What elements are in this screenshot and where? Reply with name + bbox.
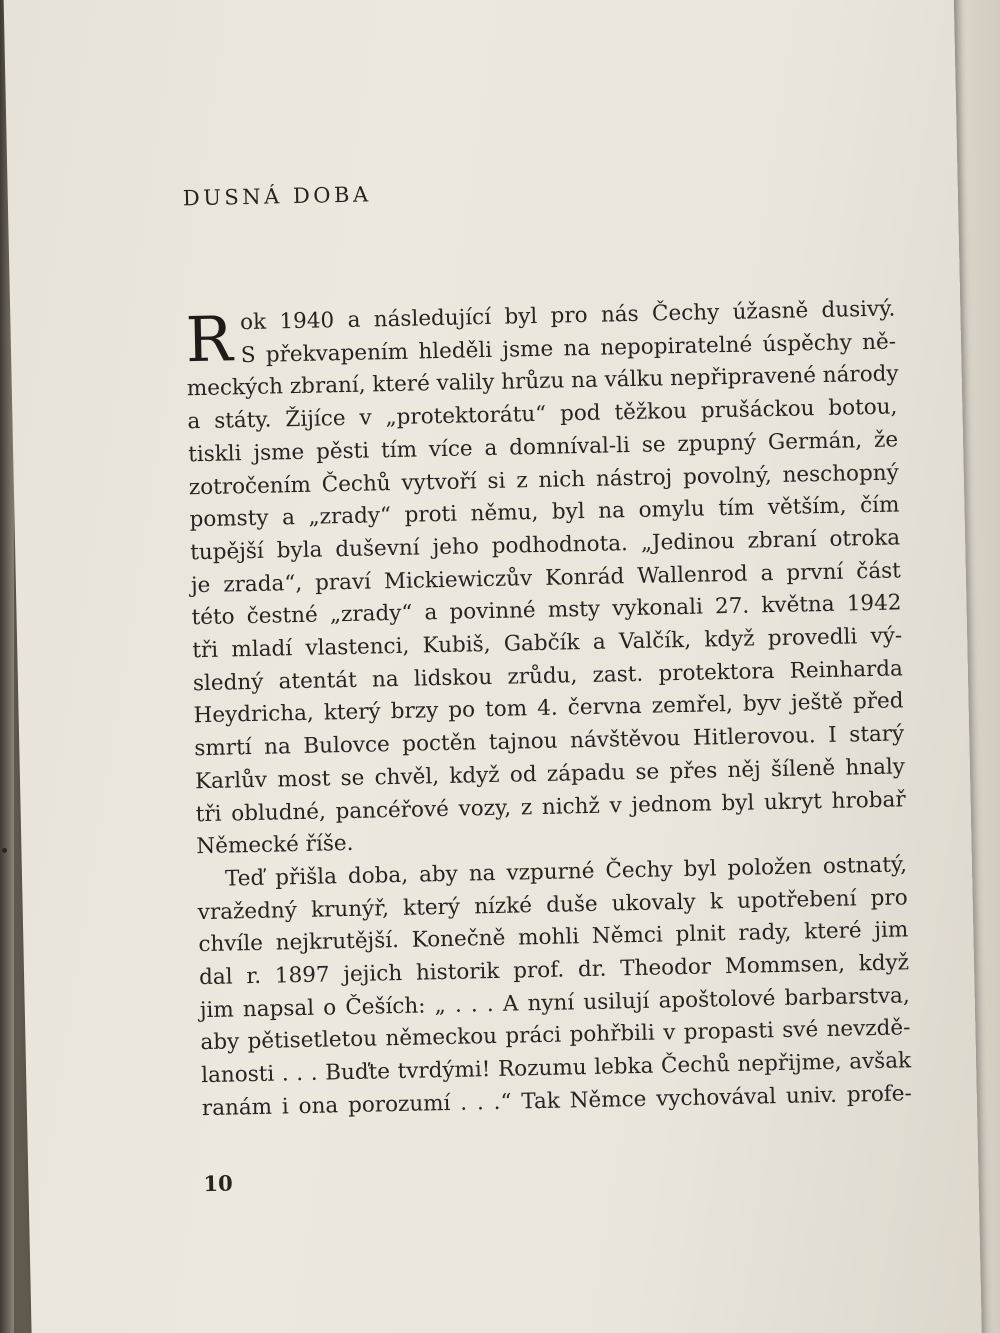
text-line: ok 1940 a následující byl pro nás Čechy úžasně dusivý.	[239, 296, 896, 336]
text-line: ranám i ona porozumí . . .“ Tak Němce vychovával univ. profe-	[201, 1081, 913, 1121]
text-line: Karlův most se chvěl, když od západu se přes něj šíleně hnaly	[194, 754, 906, 795]
paragraph-2	[197, 849, 912, 1125]
text-line: Německé říše.	[196, 831, 354, 860]
paragraph-1	[185, 293, 906, 864]
text-line: meckých zbraní, které valily hrůzu na válku nepřipravené národy	[186, 361, 899, 402]
text-line: Heydricha, který brzy po tom 4. června zemřel, byv ještě před	[193, 688, 904, 729]
page-number: 10	[203, 1170, 233, 1197]
drop-cap-letter: R	[185, 302, 234, 377]
text-line: vražedný krunýř, který nízké duše ukovaly k upotřebení pro	[197, 884, 908, 925]
text-line: tři obludné, pancéřové vozy, z nichž v jednom byl ukryt hrobař	[195, 786, 906, 827]
text-line: je zrada“, praví Mickiewiczův Konrád Wallenrod a první část	[190, 558, 902, 598]
text-line: zotročením Čechů vytvoří si z nich nástroj povolný, neschopný	[188, 459, 899, 500]
text-line: a státy. Žijíce v „protektorátu“ pod těžkou prušáckou botou,	[187, 394, 898, 435]
text-line: chvíle nejkrutější. Konečně mohli Němci plnit rady, které jim	[198, 917, 909, 958]
text-line: smrtí na Bulovce poctěn tajnou návštěvou Hitlerovou. I starý	[194, 721, 905, 762]
paper-speck	[2, 848, 7, 853]
text-line: aby pětisetletou německou práci pohřbili v propasti své nevzdě-	[200, 1015, 911, 1056]
text-line: S překvapením hleděli jsme na nepopiratelné úspěchy ně-	[240, 329, 897, 368]
text-line: tři mladí vlastenci, Kubiš, Gabčík a Valčík, když provedli vý-	[192, 623, 903, 664]
book-page	[3, 0, 982, 1333]
chapter-heading: DUSNÁ DOBA	[182, 182, 372, 211]
text-line: tiskli jsme pěsti tím více a domníval-li se zpupný Germán, že	[187, 427, 899, 468]
text-line: sledný atentát na lidskou zrůdu, zast. protektora Reinharda	[192, 656, 904, 696]
text-line: této čestné „zrady“ a povinné msty vykonali 27. května 1942	[191, 590, 902, 631]
text-line: pomsty a „zrady“ proti němu, byl na omylu tím větším, čím	[189, 492, 900, 533]
dropcap-lines	[240, 293, 897, 372]
text-line: Teď přišla doba, aby na vzpurné Čechy byl položen ostnatý,	[224, 852, 908, 892]
text-line: dal r. 1897 jejich historik prof. dr. Theodor Mommsen, když	[198, 950, 910, 991]
text-line: jim napsal o Češích: „ . . . A nyní usilují apoštolové barbarstva,	[199, 983, 910, 1023]
text-line: tupější byla duševní jeho podhodnota. „Jedinou zbraní otroka	[189, 525, 901, 566]
page-content	[182, 171, 913, 1197]
text-line: lanosti . . . Buďte tvrdými! Rozumu lebka Čechů nepřijme, avšak	[200, 1048, 912, 1089]
